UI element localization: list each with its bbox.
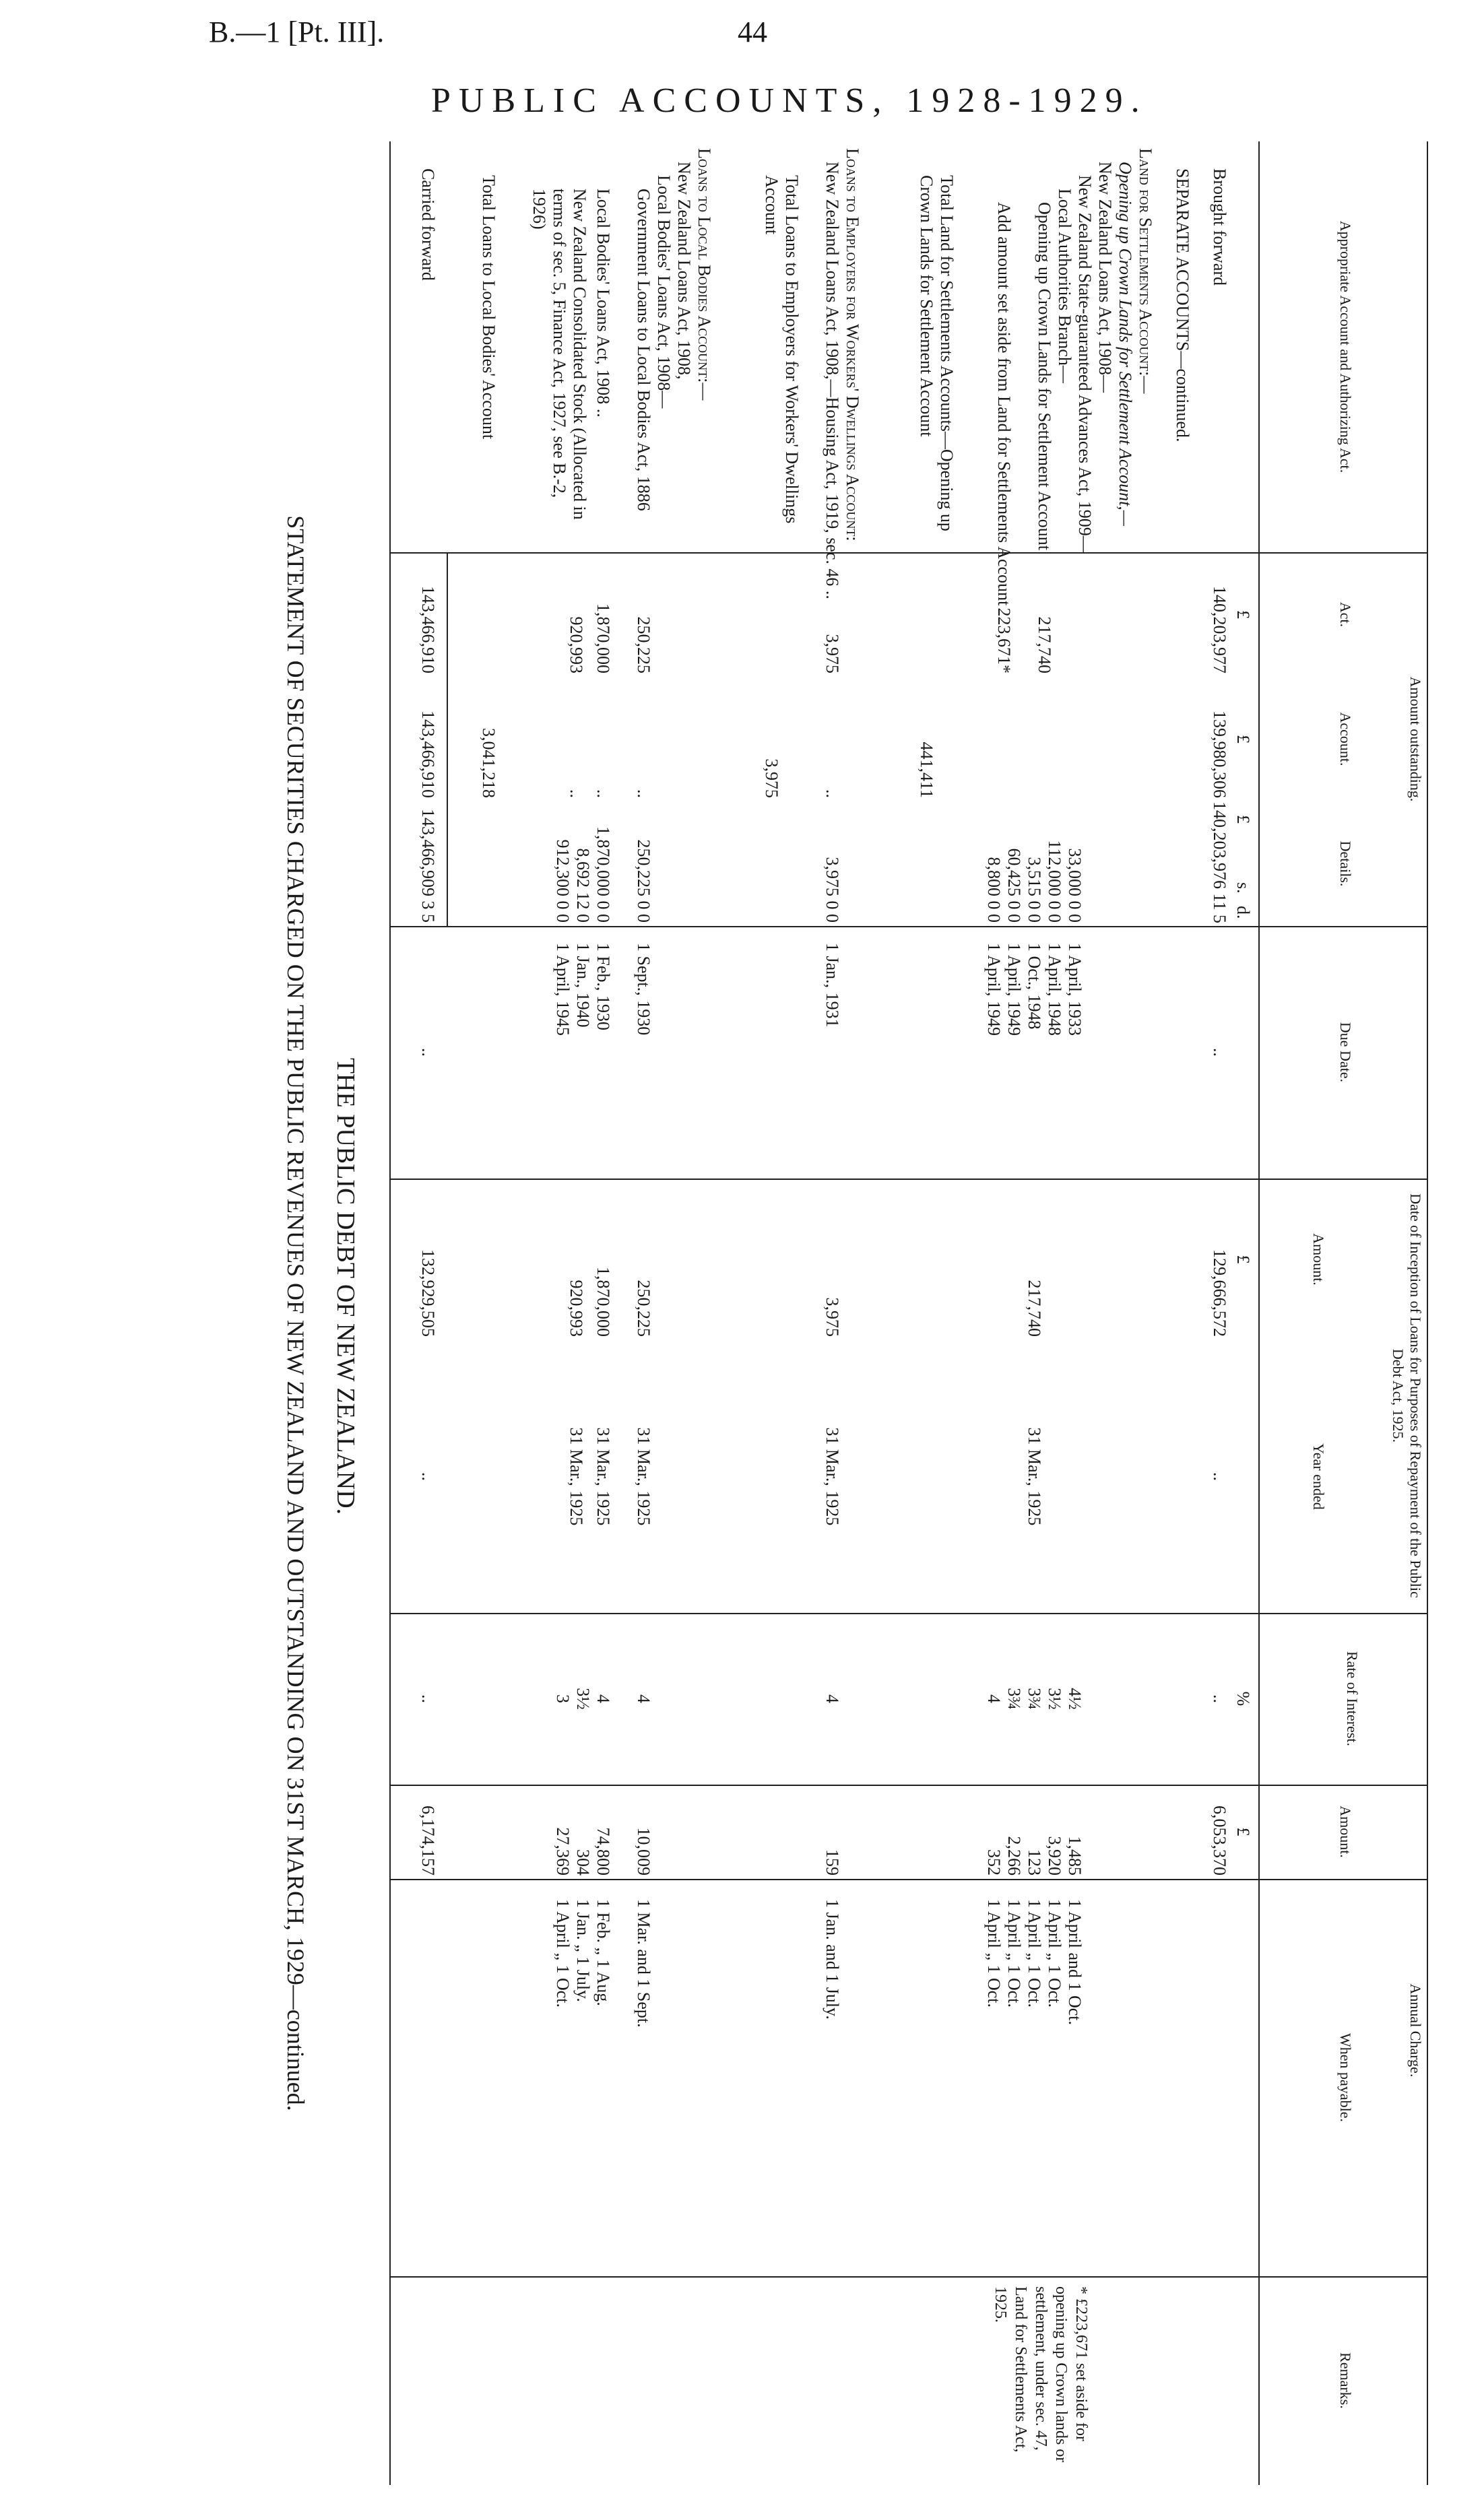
la-due: 1 April, 1948 [1045,943,1064,1036]
opening-act: 217,740 [1035,616,1054,673]
cf-inc: 132,929,505 [418,1249,438,1337]
gov-due: 1 Sept., 1930 [634,943,653,1036]
header-remarks: Remarks. [1337,2352,1354,2409]
consol-rate: 3 [553,1694,573,1703]
lbla-charge: 74,800 [593,1827,613,1876]
workers-act: 3,975 [823,634,842,673]
bf-act: 140,203,977 [1210,586,1229,673]
workers-account: .. [823,789,842,798]
workers-due: 1 Jan., 1931 [823,943,842,1028]
unit-pound: £ [1233,1827,1253,1836]
lbla-due: 1 Feb., 1930 [593,943,613,1030]
la-detail: 8,800 0 0 [984,857,1004,923]
unit-pound: £ [1233,735,1253,743]
workers-inc: 3,975 [823,1297,842,1337]
la-charge: 1,485 [1065,1836,1085,1876]
total-local-label: Total Loans to Local Bodies' Account [479,175,498,440]
workers-charge: 159 [823,1849,842,1876]
consol-due: 1 Jan., 1940 [573,943,593,1028]
local-l1: New Zealand Loans Act, 1908, [674,162,694,380]
unit-pound: £ [1233,1255,1253,1264]
consol-charge: 27,369 [553,1827,573,1876]
header-details: Details. [1337,840,1354,887]
la-due: 1 Oct., 1948 [1025,943,1044,1030]
workers-act-line: New Zealand Loans Act, 1908,—Housing Act, 1919, sec. 46 .. [823,162,842,599]
la-detail: 3,515 0 0 [1025,857,1044,923]
unit-d: d. [1233,906,1253,919]
gov-act: 250,225 [634,616,653,673]
header-amount-outstanding: Amount outstanding. [1407,676,1424,802]
unit-pound: £ [1233,610,1253,619]
lbla-year: 31 Mar., 1925 [593,1427,613,1526]
total-workers-label: Total Loans to Employers for Workers' Dwellings Account [762,175,802,524]
la-detail: 33,000 0 0 [1065,848,1085,923]
page-title: PUBLIC ACCOUNTS, 1928-1929. [431,81,1148,120]
cf-charge: 6,174,157 [418,1805,438,1876]
la-rate: 4½ [1065,1688,1085,1710]
unit-s: s. [1233,882,1253,894]
gov-year: 31 Mar., 1925 [634,1427,653,1526]
la-rate: 3¾ [1004,1688,1024,1710]
workers-details: 3,975 0 0 [823,857,842,923]
bf-due: .. [1210,1048,1229,1057]
workers-when: 1 Jan. and 1 July. [823,1899,842,2020]
total-land-label: Total Land for Settlements Accounts—Opening up Crown Lands for Settlement Account [917,175,957,531]
la-due: 1 April, 1949 [1004,943,1024,1036]
header-charge-amount: Amount. [1337,1805,1354,1858]
bf-account: 139,980,306 [1210,710,1229,798]
cf-account: 143,466,910 [418,710,438,798]
cf-year: .. [418,1472,438,1481]
gov-details: 250,225 0 0 [634,839,653,923]
bf-inc: 129,666,572 [1210,1249,1229,1337]
la-when: 1 April „ 1 Oct. [984,1899,1004,2008]
main-title: THE PUBLIC DEBT OF NEW ZEALAND. [331,1057,360,1515]
add-act: 223,671* [994,607,1014,673]
la-when: 1 April and 1 Oct. [1065,1899,1085,2026]
lbla-account: .. [593,789,613,798]
header-when-payable: When payable. [1337,2033,1354,2122]
unit-pct: % [1233,1691,1253,1706]
header-act: Act. [1337,601,1354,628]
la-year: 31 Mar., 1925 [1025,1427,1044,1526]
workers-year: 31 Mar., 1925 [823,1427,842,1526]
consol-label: New Zealand Consolidated Stock (Allocated in terms of sec. 5, Finance Act, 1927, see B.-2, 1926) [529,189,589,520]
header-rate: Rate of Interest. [1344,1651,1361,1747]
land-sub: Opening up Crown Lands for Settlement Account,— [1116,162,1135,526]
la-inc: 217,740 [1025,1280,1044,1337]
total-land-account: 441,411 [917,741,936,798]
lbla-rate: 4 [593,1694,613,1703]
opening-up: Opening up Crown Lands for Settlement Account [1035,202,1054,551]
cf-details: 143,466,909 3 5 [418,809,438,923]
bf-charge: 6,053,370 [1210,1805,1229,1876]
carried-forward-label: Carried forward [418,168,438,281]
statement-title: STATEMENT OF SECURITIES CHARGED ON THE PUBLIC REVENUES OF NEW ZEALAND AND OUTSTANDING ON 31ST MARCH, 1929—continued. [282,515,309,2111]
nzla-1908: New Zealand Loans Act, 1908— [1095,162,1115,393]
lbla-inc: 1,870,000 [593,1267,613,1337]
consol-details: 912,300 0 0 [553,839,573,923]
brought-forward-label: Brought forward [1210,168,1229,286]
header-account: Appropriate Account and Authorizing Act. [1337,220,1354,473]
consol-account: .. [567,789,586,798]
page-header-ref: B.—1 [Pt. III]. [209,15,385,48]
total-workers-account: 3,975 [762,758,781,798]
local-l2: Local Bodies' Loans Act, 1908— [654,175,674,409]
consol-rate: 3½ [573,1688,593,1710]
gov-when: 1 Mar. and 1 Sept. [634,1899,653,2028]
bf-details: 140,203,976 11 5 [1210,801,1229,924]
la-due: 1 April, 1933 [1065,943,1085,1036]
consol-details: 8,692 12 0 [573,848,593,923]
bf-rate: .. [1210,1694,1229,1703]
page-number: 44 [738,15,767,48]
gov-charge: 10,009 [634,1827,653,1876]
bf-year: .. [1210,1472,1229,1481]
la-charge: 2,266 [1004,1836,1024,1876]
header-annual-charge: Annual Charge. [1407,1983,1424,2078]
lbla-details: 1,870,000 0 0 [593,826,613,923]
consol-inc: 920,993 [567,1280,586,1337]
total-local-account: 3,041,218 [479,728,498,798]
rotated-statement [175,141,1428,2485]
gov-account: .. [634,789,653,798]
consol-act: 920,993 [567,616,586,673]
lbla-when: 1 Feb. „ 1 Aug. [593,1899,613,2006]
la-charge: 123 [1025,1849,1044,1876]
header-year-ended: Year ended [1310,1443,1327,1510]
cf-due: .. [418,1048,438,1057]
cf-act: 143,466,910 [418,586,438,673]
la-when: 1 April „ 1 Oct. [1045,1899,1064,2008]
lab: Local Authorities Branch— [1055,189,1074,383]
local-header: Loans to Local Bodies Account:— [695,148,714,401]
la-when: 1 April „ 1 Oct. [1004,1899,1024,2008]
la-rate: 3½ [1045,1688,1064,1710]
la-charge: 3,920 [1045,1836,1064,1876]
nzsg: New Zealand State-guaranteed Advances Act, 1909— [1075,175,1095,554]
header-inception-amount: Amount. [1310,1233,1327,1286]
separate-accounts-heading: SEPARATE ACCOUNTS—continued. [1173,168,1192,442]
la-rate: 3¾ [1025,1688,1044,1710]
header-account-col: Account. [1337,712,1354,766]
la-due: 1 April, 1949 [984,943,1004,1036]
consol-year: 31 Mar., 1925 [567,1427,586,1526]
consol-due: 1 April, 1945 [553,943,573,1036]
securities-table [377,141,1428,2485]
la-charge: 352 [984,1849,1004,1876]
land-header: Land for Settlements Account:— [1136,148,1155,394]
la-when: 1 April „ 1 Oct. [1025,1899,1044,2008]
la-detail: 112,000 0 0 [1045,840,1064,923]
header-inception: Date of Inception of Loans for Purposes of Repayment of the Public Debt Act, 1925. [1390,1193,1424,1598]
header-due-date: Due Date. [1337,1022,1354,1083]
consol-charge: 304 [573,1849,593,1876]
add-amount: Add amount set aside from Land for Settlements Account [994,202,1014,606]
consol-when: 1 April „ 1 Oct. [553,1899,573,2008]
consol-when: 1 Jan. „ 1 July. [573,1899,593,2002]
la-detail: 60,425 0 0 [1004,848,1024,923]
workers-header: Loans to Employers for Workers' Dwellings Account: [843,148,862,541]
gov-rate: 4 [634,1694,653,1703]
unit-pound: £ [1233,815,1253,824]
lbla-label: Local Bodies' Loans Act, 1908 .. [593,189,613,418]
cf-rate: .. [418,1694,438,1703]
lbla-act: 1,870,000 [593,603,613,673]
gov-inc: 250,225 [634,1280,653,1337]
gov-loans-label: Government Loans to Local Bodies Act, 1886 [634,189,653,511]
workers-rate: 4 [823,1694,842,1703]
la-rate: 4 [984,1694,1004,1703]
la-remark: * £223,671 set aside for opening up Crown lands or settlement, under sec. 47, Land for Settlements Act, 1925. [992,2286,1090,2463]
